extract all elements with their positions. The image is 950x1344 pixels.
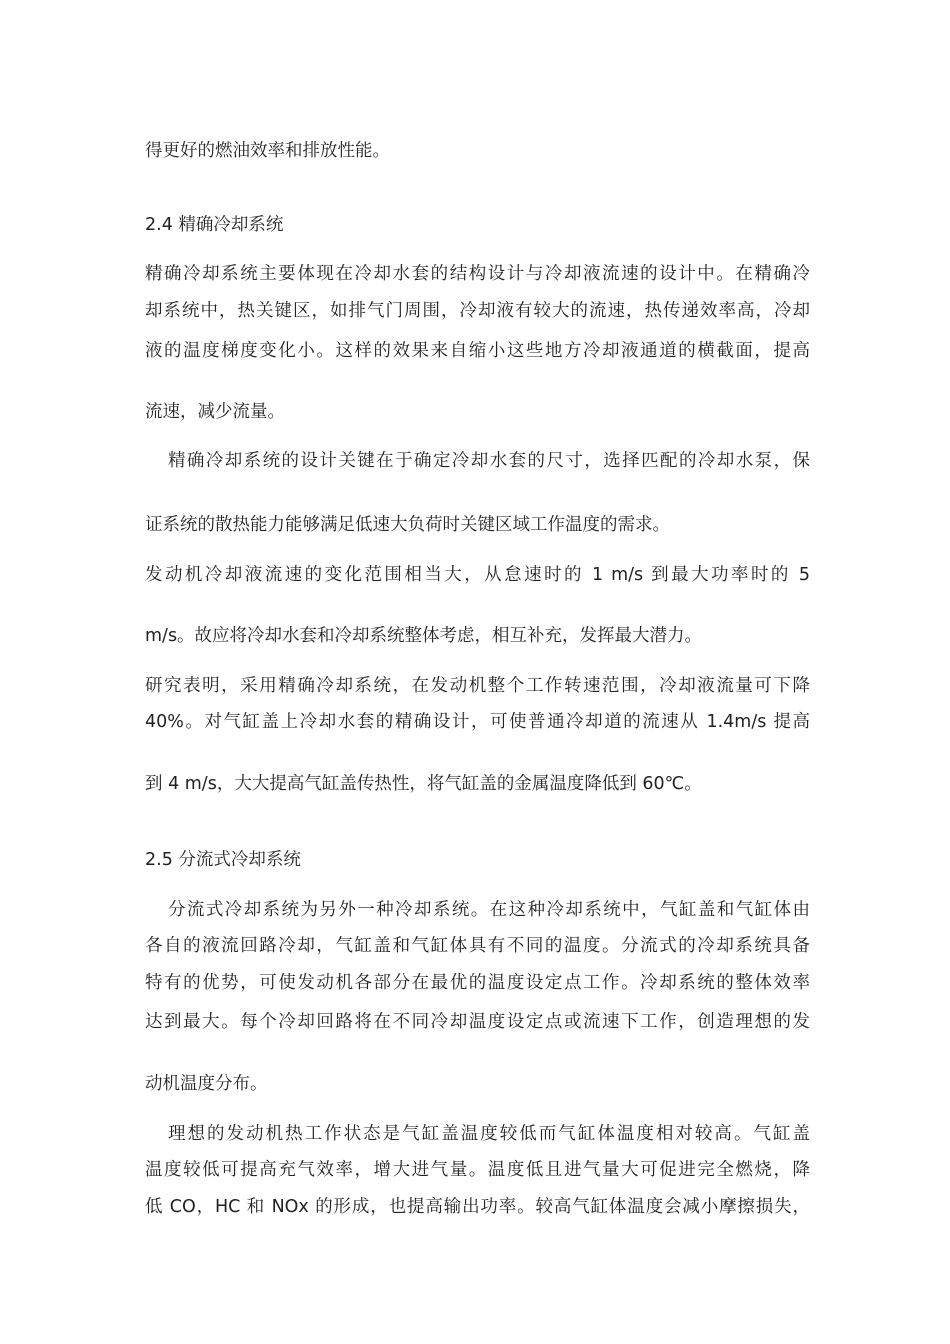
text-line: 研究表明，采用精确冷却系统，在发动机整个工作转速范围，冷却液流量可下降 xyxy=(145,676,810,696)
section-heading-2-5: 2.5 分流式冷却系统 xyxy=(145,850,301,870)
text-line: 发动机冷却液流速的变化范围相当大，从怠速时的 1 m/s 到最大功率时的 5 xyxy=(145,565,810,585)
text-line: 各自的液流回路冷却，气缸盖和气缸体具有不同的温度。分流式的冷却系统具备 xyxy=(145,936,810,956)
text-line: 特有的优势，可使发动机各部分在最优的温度设定点工作。冷却系统的整体效率 xyxy=(145,973,810,993)
text-line: 精确冷却系统的设计关键在于确定冷却水套的尺寸，选择匹配的冷却水泵，保 xyxy=(168,451,810,471)
text-line: 低 CO，HC 和 NOx 的形成，也提高输出功率。较高气缸体温度会减小摩擦损失， xyxy=(145,1197,810,1217)
text-line: 精确冷却系统主要体现在冷却水套的结构设计与冷却液流速的设计中。在精确冷 xyxy=(145,264,810,284)
text-line: 证系统的散热能力能够满足低速大负荷时关键区域工作温度的需求。 xyxy=(145,515,670,535)
section-heading-2-4: 2.4 精确冷却系统 xyxy=(145,215,284,235)
text-line: 液的温度梯度变化小。这样的效果来自缩小这些地方冷却液通道的横截面，提高 xyxy=(145,341,810,361)
text-line: 40%。对气缸盖上冷却水套的精确设计，可使普通冷却道的流速从 1.4m/s 提高 xyxy=(145,712,810,732)
text-line: 得更好的燃油效率和排放性能。 xyxy=(145,141,390,161)
text-line: 分流式冷却系统为另外一种冷却系统。在这种冷却系统中，气缸盖和气缸体由 xyxy=(168,900,810,920)
text-line: m/s。故应将冷却水套和冷却系统整体考虑，相互补充，发挥最大潜力。 xyxy=(145,626,703,646)
text-line: 温度较低可提高充气效率，增大进气量。温度低且进气量大可促进完全燃烧，降 xyxy=(145,1160,810,1180)
text-line: 达到最大。每个冷却回路将在不同冷却温度设定点或流速下工作，创造理想的发 xyxy=(145,1012,810,1032)
text-line: 却系统中，热关键区，如排气门周围，冷却液有较大的流速，热传递效率高，冷却 xyxy=(145,301,810,321)
text-line: 动机温度分布。 xyxy=(145,1074,268,1094)
text-line: 流速，减少流量。 xyxy=(145,402,285,422)
text-line: 理想的发动机热工作状态是气缸盖温度较低而气缸体温度相对较高。气缸盖 xyxy=(168,1124,810,1144)
text-line: 到 4 m/s，大大提高气缸盖传热性，将气缸盖的金属温度降低到 60℃。 xyxy=(145,774,702,794)
